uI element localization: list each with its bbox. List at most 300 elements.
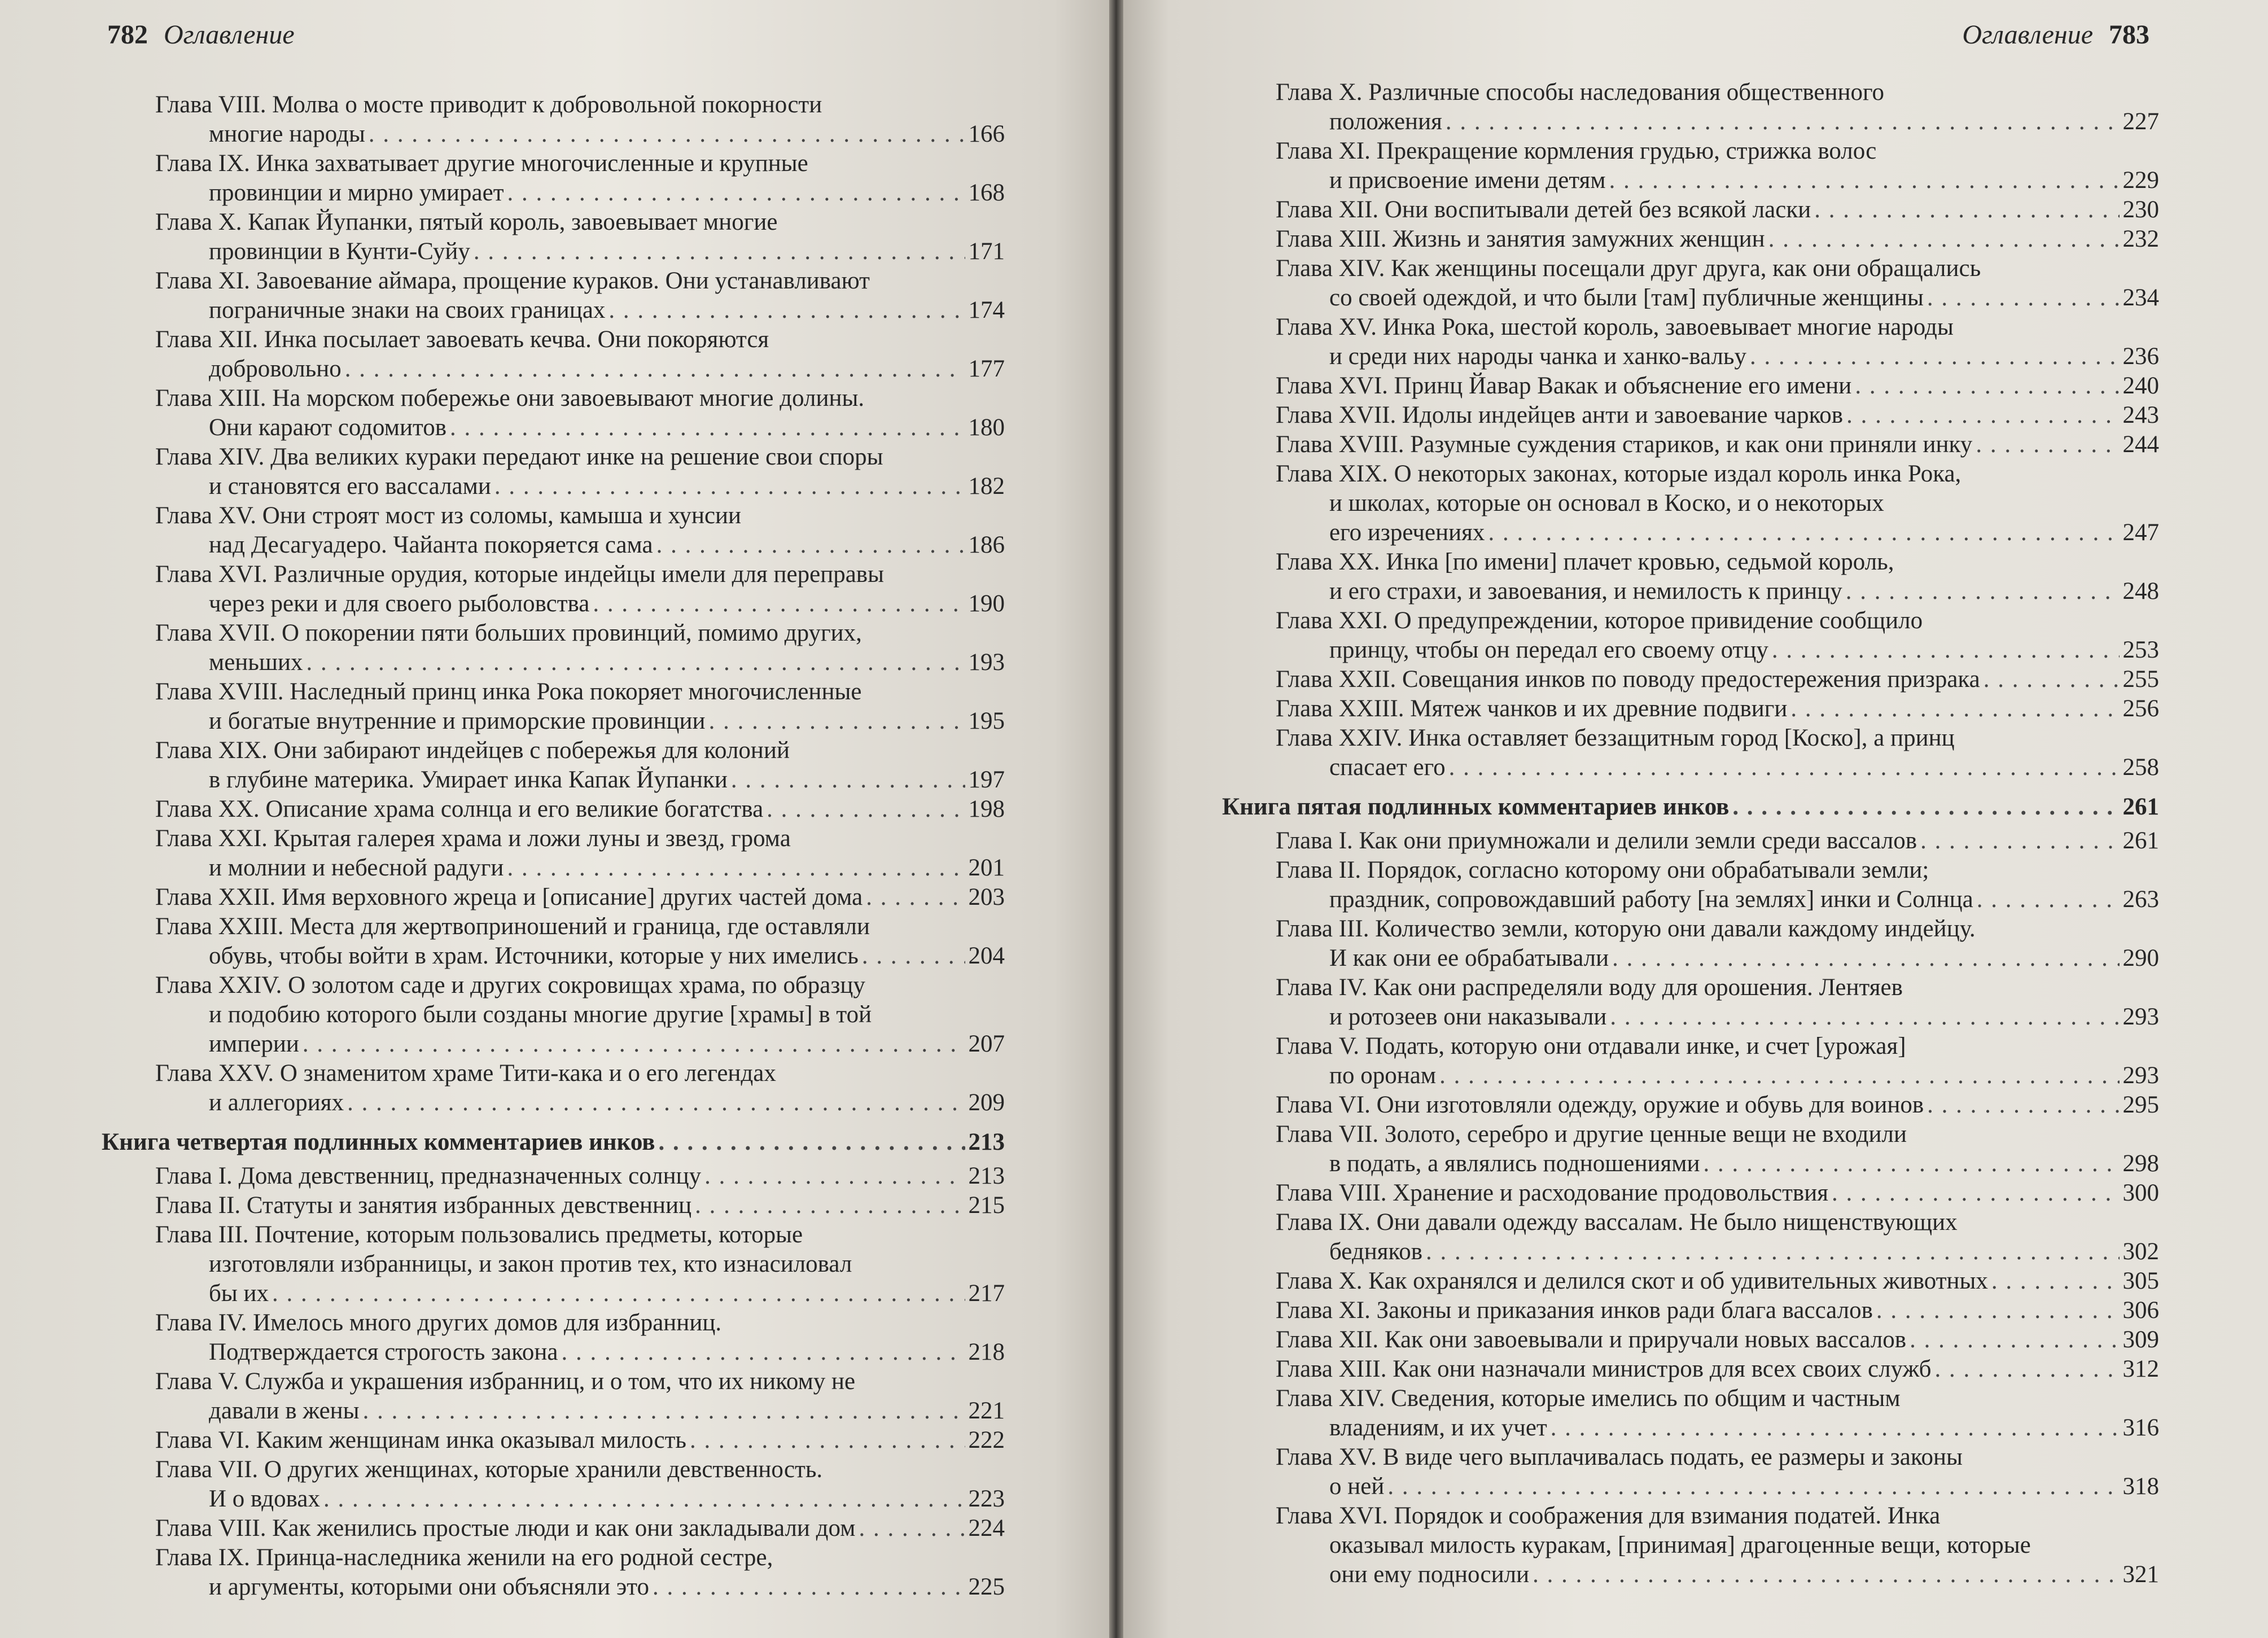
toc-entry-text: Глава III. Почтение, которым пользовались предметы, которые xyxy=(155,1221,803,1248)
toc-entry xyxy=(1199,459,2159,548)
toc-entry-text: Глава XVIII. Разумные суждения стариков, и как они приняли инку xyxy=(1276,431,1973,458)
toc-entry-continuation-line xyxy=(79,589,1005,619)
toc-entry-continuation-line xyxy=(79,354,1005,384)
toc-entry-text: Глава VIII. Хранение и расходование продовольствия xyxy=(1276,1180,1829,1206)
toc-entry xyxy=(1199,313,2159,371)
toc-entry-title-line xyxy=(79,912,1005,941)
toc-entry-text: Глава XX. Инка [по имени] плачет кровью, седьмой король, xyxy=(1276,549,1894,575)
toc-entry-title-line xyxy=(79,443,1005,472)
toc-entry-continuation-line xyxy=(1199,342,2159,371)
toc-entry-page-number: 234 xyxy=(2122,284,2159,311)
dot-leader xyxy=(862,941,965,971)
toc-entry xyxy=(79,677,1005,736)
toc-entry-text: Глава XIII. На морском побережье они завоевывают многие долины. xyxy=(155,385,865,411)
toc-entry-text: Глава VI. Они изготовляли одежду, оружие и обувь для воинов xyxy=(1276,1092,1924,1118)
toc-entry-page-number: 240 xyxy=(2122,373,2159,399)
toc-entry-page-number: 193 xyxy=(968,649,1005,676)
toc-entry-title-line xyxy=(79,1059,1005,1088)
toc-entry-text: Глава XXI. О предупреждении, которое привидение сообщило xyxy=(1276,607,1923,634)
toc-entry-text: Глава XIX. Они забирают индейцев с побережья для колоний xyxy=(155,737,790,764)
dot-leader xyxy=(1446,107,2120,137)
toc-entry-text: и становятся его вассалами xyxy=(209,473,491,500)
toc-entry-continuation-line xyxy=(79,1573,1005,1602)
toc-entry-page-number: 203 xyxy=(968,884,1005,910)
toc-entry-continuation-line xyxy=(79,853,1005,883)
toc-entry-continuation-line xyxy=(1199,753,2159,782)
table-of-contents xyxy=(1199,78,2159,1589)
dot-leader xyxy=(731,765,965,795)
toc-entry-text: Глава XVI. Порядок и соображения для взимания податей. Инка xyxy=(1276,1503,1941,1529)
toc-entry-page-number: 186 xyxy=(968,532,1005,558)
toc-entry-page-number: 248 xyxy=(2122,578,2159,605)
toc-entry-text: Глава IX. Инка захватывает другие многочисленные и крупные xyxy=(155,150,808,177)
toc-entry xyxy=(1199,1501,2159,1589)
toc-entry-continuation-line xyxy=(1199,1472,2159,1501)
toc-entry-text: Глава XIV. Два великих кураки передают инке на решение свои споры xyxy=(155,444,883,470)
toc-entry-title-line xyxy=(79,90,1005,120)
toc-entry-page-number: 229 xyxy=(2122,167,2159,194)
toc-entry-continuation-line xyxy=(79,120,1005,149)
toc-book-heading xyxy=(1199,792,2159,822)
toc-entry-page-number: 177 xyxy=(968,356,1005,382)
toc-entry-title-line xyxy=(79,208,1005,237)
toc-entry-text: Глава VIII. Как женились простые люди и как они закладывали дом xyxy=(155,1515,856,1541)
toc-entry xyxy=(1199,724,2159,782)
toc-entry-text: Глава II. Порядок, согласно которому они обрабатывали земли; xyxy=(1276,857,1929,883)
toc-entry-title-line xyxy=(1199,1384,2159,1413)
toc-entry xyxy=(1199,856,2159,914)
toc-entry-page-number: 293 xyxy=(2122,1062,2159,1089)
toc-entry-title-line xyxy=(79,1367,1005,1396)
toc-entry-text: спасает его xyxy=(1329,754,1446,781)
dot-leader xyxy=(1488,518,2119,548)
toc-entry-page-number: 295 xyxy=(2122,1092,2159,1118)
toc-entry-title-line xyxy=(79,1308,1005,1338)
dot-leader xyxy=(767,795,965,824)
dot-leader xyxy=(866,883,965,912)
toc-entry-text: Глава VIII. Молва о мосте приводит к добровольной покорности xyxy=(155,91,822,118)
toc-entry-title-line xyxy=(1199,78,2159,107)
toc-entry-page-number: 180 xyxy=(968,414,1005,441)
toc-entry-continuation-line xyxy=(1199,1413,2159,1443)
toc-entry-page-number: 209 xyxy=(968,1089,1005,1116)
toc-entry-text: через реки и для своего рыболовства xyxy=(209,590,590,617)
toc-entry xyxy=(79,1162,1005,1191)
dot-leader xyxy=(1612,944,2119,973)
toc-entry-text: провинции и мирно умирает xyxy=(209,179,504,206)
toc-entry-text: империи xyxy=(209,1031,299,1057)
toc-entry xyxy=(1199,1179,2159,1208)
toc-entry-text: Глава XVII. Идолы индейцев анти и завоевание чарков xyxy=(1276,402,1844,428)
toc-entry-page-number: 230 xyxy=(2122,196,2159,223)
toc-entry-title-line xyxy=(1199,225,2159,254)
toc-entry-title-line xyxy=(1199,1355,2159,1384)
toc-entry-text: Глава XIV. Как женщины посещали друг друга, как они обращались xyxy=(1276,255,1981,282)
dot-leader xyxy=(656,531,965,560)
toc-entry-text: Глава XV. Они строят мост из соломы, камыша и хунсии xyxy=(155,502,742,529)
toc-entry-continuation-line xyxy=(79,472,1005,501)
toc-entry xyxy=(79,795,1005,824)
toc-entry-title-line xyxy=(1199,1208,2159,1237)
toc-entry-page-number: 300 xyxy=(2122,1180,2159,1206)
toc-book-heading xyxy=(79,1128,1005,1157)
toc-entry-text: Глава V. Подать, которую они отдавали инке, и счет [урожая] xyxy=(1276,1033,1906,1059)
toc-entry-page-number: 232 xyxy=(2122,226,2159,252)
toc-entry-text: Глава XVI. Принц Йавар Вакак и объяснение его имени xyxy=(1276,373,1852,399)
toc-entry-page-number: 321 xyxy=(2122,1561,2159,1588)
toc-entry-continuation-line xyxy=(79,1338,1005,1367)
toc-entry-page-number: 255 xyxy=(2122,666,2159,693)
dot-leader xyxy=(1976,430,2119,459)
toc-entry-text: Глава IX. Принца-наследника женили на его родной сестре, xyxy=(155,1544,773,1571)
toc-entry-text: Глава XXIII. Места для жертвоприношений и граница, где оставляли xyxy=(155,913,870,940)
toc-entry-title-line xyxy=(1199,401,2159,430)
toc-entry xyxy=(79,1455,1005,1514)
toc-entry-continuation-line xyxy=(1199,1149,2159,1179)
toc-entry xyxy=(1199,430,2159,459)
toc-entry-text: Глава IV. Как они распределяли воду для орошения. Лентяев xyxy=(1276,974,1903,1001)
toc-entry-text: Глава IV. Имелось много других домов для избранниц. xyxy=(155,1309,722,1336)
toc-entry-title-line xyxy=(79,1191,1005,1220)
toc-entry xyxy=(1199,1090,2159,1120)
toc-entry-text: провинции в Кунти-Суйу xyxy=(209,238,470,265)
dot-leader xyxy=(363,1396,965,1426)
toc-entry-continuation-line xyxy=(79,648,1005,677)
dot-leader xyxy=(1832,1179,2119,1208)
toc-entry-text: и аргументы, которыми они объясняли это xyxy=(209,1574,650,1600)
toc-entry-page-number: 171 xyxy=(968,238,1005,265)
toc-entry-title-line xyxy=(79,1514,1005,1543)
dot-leader xyxy=(1790,694,2119,724)
toc-entry-text: Подтверждается строгость закона xyxy=(209,1339,558,1365)
toc-entry-title-line xyxy=(1199,459,2159,489)
toc-entry xyxy=(79,971,1005,1059)
toc-entry-page-number: 261 xyxy=(2122,827,2159,854)
dot-leader xyxy=(1449,753,2120,782)
dot-leader xyxy=(369,120,965,149)
toc-entry-text: Глава I. Дома девственниц, предназначенных солнцу xyxy=(155,1163,702,1189)
toc-entry-page-number: 316 xyxy=(2122,1414,2159,1441)
toc-entry-continuation-line xyxy=(79,1250,1005,1279)
toc-entry-text: Глава XXII. Имя верховного жреца и [описание] других частей дома xyxy=(155,884,863,910)
toc-entry-text: давали в жены xyxy=(209,1398,360,1424)
toc-entry xyxy=(1199,694,2159,724)
toc-entry xyxy=(1199,914,2159,973)
toc-entry xyxy=(79,1059,1005,1118)
toc-entry-title-line xyxy=(1199,313,2159,342)
toc-entry xyxy=(79,560,1005,619)
toc-entry xyxy=(1199,1032,2159,1090)
toc-entry-page-number: 204 xyxy=(968,943,1005,969)
dot-leader xyxy=(1814,195,2119,225)
dot-leader xyxy=(1732,792,2119,822)
toc-entry-text: Глава XII. Как они завоевывали и приручали новых вассалов xyxy=(1276,1326,1907,1353)
toc-entry-page-number: 302 xyxy=(2122,1238,2159,1265)
toc-entry-page-number: 290 xyxy=(2122,945,2159,971)
toc-entry xyxy=(1199,665,2159,694)
toc-entry-page-number: 312 xyxy=(2122,1356,2159,1382)
toc-entry xyxy=(79,1308,1005,1367)
toc-entry-text: Глава XXII. Совещания инков по поводу предостережения призрака xyxy=(1276,666,1980,693)
toc-entry-text: владениям, и их учет xyxy=(1329,1414,1547,1441)
dot-leader xyxy=(1750,342,2119,371)
toc-entry-continuation-line xyxy=(79,413,1005,443)
toc-entry xyxy=(79,149,1005,208)
toc-entry-continuation-line xyxy=(79,1000,1005,1030)
dot-leader xyxy=(690,1426,965,1455)
toc-entry xyxy=(79,266,1005,325)
toc-entry-title-line xyxy=(1199,1325,2159,1355)
toc-entry xyxy=(1199,137,2159,195)
toc-entry-continuation-line xyxy=(1199,944,2159,973)
toc-entry-text: они ему подносили xyxy=(1329,1561,1530,1588)
toc-entry xyxy=(1199,826,2159,856)
toc-entry-page-number: 195 xyxy=(968,708,1005,734)
toc-entry-text: Глава I. Как они приумножали и делили земли среди вассалов xyxy=(1276,827,1917,854)
dot-leader xyxy=(1439,1061,2119,1090)
dot-leader xyxy=(1927,283,2120,313)
toc-entry-text: принцу, чтобы он передал его своему отцу xyxy=(1329,637,1768,663)
toc-entry-title-line xyxy=(79,1426,1005,1455)
toc-entry xyxy=(1199,548,2159,606)
toc-entry xyxy=(1199,606,2159,665)
toc-entry-page-number: 225 xyxy=(968,1574,1005,1600)
toc-entry-title-line xyxy=(1199,1296,2159,1325)
toc-entry-page-number: 261 xyxy=(2122,794,2159,820)
dot-leader xyxy=(1876,1296,2120,1325)
toc-entry-page-number: 217 xyxy=(968,1280,1005,1307)
toc-entry-text: Глава VII. О других женщинах, которые хранили девственность. xyxy=(155,1456,823,1483)
toc-entry-text: в глубине материка. Умирает инка Капак Йупанки xyxy=(209,767,728,793)
toc-entry-continuation-line xyxy=(1199,166,2159,195)
toc-entry-text: о ней xyxy=(1329,1473,1385,1500)
toc-entry-page-number: 223 xyxy=(968,1486,1005,1512)
toc-entry-continuation-line xyxy=(1199,1237,2159,1267)
toc-entry-page-number: 236 xyxy=(2122,343,2159,370)
right-page xyxy=(1123,0,2268,1638)
dot-leader xyxy=(1533,1560,2119,1589)
toc-entry-title-line xyxy=(1199,665,2159,694)
dot-leader xyxy=(1977,885,2120,914)
toc-entry-text: Глава XI. Прекращение кормления грудью, стрижка волос xyxy=(1276,138,1877,164)
dot-leader xyxy=(272,1279,965,1308)
toc-entry-text: Глава IX. Они давали одежду вассалам. Не было нищенствующих xyxy=(1276,1209,1958,1236)
dot-leader xyxy=(704,1162,965,1191)
toc-entry-title-line xyxy=(1199,548,2159,577)
toc-entry-text: Глава XIII. Как они назначали министров для всех своих служб xyxy=(1276,1356,1932,1382)
toc-entry xyxy=(1199,401,2159,430)
toc-entry-page-number: 207 xyxy=(968,1031,1005,1057)
toc-entry-title-line xyxy=(1199,1267,2159,1296)
dot-leader xyxy=(1934,1355,2119,1384)
toc-entry-continuation-line xyxy=(1199,1560,2159,1589)
toc-entry-text: Глава XII. Они воспитывали детей без всякой ласки xyxy=(1276,196,1811,223)
toc-entry xyxy=(79,501,1005,560)
toc-entry-page-number: 224 xyxy=(968,1515,1005,1541)
toc-entry-title-line xyxy=(1199,1120,2159,1149)
toc-entry-page-number: 263 xyxy=(2122,886,2159,913)
toc-entry-page-number: 222 xyxy=(968,1427,1005,1453)
toc-entry-title-line xyxy=(1199,856,2159,885)
dot-leader xyxy=(709,707,965,736)
toc-entry-continuation-line xyxy=(1199,885,2159,914)
toc-entry-title-line xyxy=(1199,606,2159,636)
toc-entry-text: и школах, которые он основал в Коско, и о некоторых xyxy=(1329,490,1884,516)
toc-entry-page-number: 244 xyxy=(2122,431,2159,458)
book-gutter xyxy=(1109,0,1123,1638)
toc-entry-text: пограничные знаки на своих границах xyxy=(209,297,606,323)
toc-entry xyxy=(79,883,1005,912)
toc-entry xyxy=(79,619,1005,677)
dot-leader xyxy=(1910,1325,2119,1355)
dot-leader xyxy=(303,1030,965,1059)
toc-entry xyxy=(79,1367,1005,1426)
toc-entry-text: меньших xyxy=(209,649,303,676)
toc-entry-title-line xyxy=(79,1128,1005,1157)
toc-entry-continuation-line xyxy=(79,765,1005,795)
toc-entry-page-number: 182 xyxy=(968,473,1005,500)
toc-entry-text: Глава XV. В виде чего выплачивалась подать, ее размеры и законы xyxy=(1276,1444,1963,1470)
toc-entry-text: Книга пятая подлинных комментариев инков xyxy=(1222,794,1730,820)
toc-entry-continuation-line xyxy=(79,1030,1005,1059)
toc-entry-title-line xyxy=(79,795,1005,824)
dot-leader xyxy=(1991,1267,2120,1296)
dot-leader xyxy=(494,472,965,501)
dot-leader xyxy=(1609,166,2120,195)
dot-leader xyxy=(1703,1149,2119,1179)
toc-entry-text: и подобию которого были созданы многие другие [храмы] в той xyxy=(209,1001,872,1028)
toc-entry-title-line xyxy=(79,266,1005,296)
toc-entry xyxy=(79,1426,1005,1455)
toc-entry-title-line xyxy=(79,736,1005,765)
dot-leader xyxy=(1551,1413,2120,1443)
dot-leader xyxy=(695,1191,965,1220)
toc-entry-title-line xyxy=(1199,1501,2159,1531)
toc-entry-text: Глава X. Капак Йупанки, пятый король, завоевывает многие xyxy=(155,209,778,235)
toc-entry xyxy=(79,384,1005,443)
toc-entry-continuation-line xyxy=(1199,518,2159,548)
toc-entry-page-number: 215 xyxy=(968,1192,1005,1219)
toc-entry-title-line xyxy=(79,1162,1005,1191)
toc-entry-text: Глава VI. Каким женщинам инка оказывал милость xyxy=(155,1427,687,1453)
toc-entry-page-number: 256 xyxy=(2122,695,2159,722)
toc-entry-continuation-line xyxy=(1199,1061,2159,1090)
toc-entry-page-number: 247 xyxy=(2122,519,2159,546)
dot-leader xyxy=(1768,225,2120,254)
toc-entry-page-number: 243 xyxy=(2122,402,2159,428)
toc-entry-text: многие народы xyxy=(209,121,365,147)
dot-leader xyxy=(859,1514,965,1543)
toc-entry-text: и аллегориях xyxy=(209,1089,344,1116)
dot-leader xyxy=(1920,826,2119,856)
toc-entry-text: Глава XXIII. Мятеж чанков и их древние подвиги xyxy=(1276,695,1788,722)
toc-entry-title-line xyxy=(1199,1090,2159,1120)
toc-entry-text: и молнии и небесной радуги xyxy=(209,855,504,881)
toc-entry xyxy=(79,1220,1005,1308)
toc-entry-text: Глава XVI. Различные орудия, которые индейцы имели для переправы xyxy=(155,561,884,588)
dot-leader xyxy=(1772,636,2120,665)
toc-entry-page-number: 201 xyxy=(968,855,1005,881)
toc-entry-title-line xyxy=(79,384,1005,413)
toc-entry-page-number: 213 xyxy=(968,1163,1005,1189)
toc-entry-text: и среди них народы чанка и ханко-вальу xyxy=(1329,343,1747,370)
toc-entry-text: Они карают содомитов xyxy=(209,414,446,441)
toc-entry-page-number: 298 xyxy=(2122,1150,2159,1177)
toc-entry-title-line xyxy=(1199,914,2159,944)
dot-leader xyxy=(561,1338,965,1367)
toc-entry-page-number: 190 xyxy=(968,590,1005,617)
toc-entry xyxy=(1199,1120,2159,1179)
toc-entry-title-line xyxy=(1199,371,2159,401)
toc-entry xyxy=(1199,1355,2159,1384)
toc-entry-page-number: 306 xyxy=(2122,1297,2159,1324)
toc-entry-continuation-line xyxy=(1199,283,2159,313)
toc-entry xyxy=(1199,78,2159,137)
toc-entry-page-number: 305 xyxy=(2122,1268,2159,1294)
page-number: 783 xyxy=(2109,20,2149,50)
left-page xyxy=(0,0,1109,1638)
toc-entry-text: Книга четвертая подлинных комментариев инков xyxy=(102,1129,655,1155)
toc-entry-title-line xyxy=(79,971,1005,1000)
toc-entry-page-number: 309 xyxy=(2122,1326,2159,1353)
toc-entry-text: Глава XIX. О некоторых законах, которые издал король инка Рока, xyxy=(1276,461,1961,487)
toc-entry-title-line xyxy=(1199,254,2159,283)
toc-entry-continuation-line xyxy=(79,1088,1005,1118)
toc-entry-text: и присвоение имени детям xyxy=(1329,167,1606,194)
toc-entry-text: Глава XI. Завоевание аймара, прощение кураков. Они устанавливают xyxy=(155,268,870,294)
toc-entry-text: Глава III. Количество земли, которую они давали каждому индейцу. xyxy=(1276,916,1976,942)
toc-entry-text: и его страхи, и завоевания, и немилость к принцу xyxy=(1329,578,1842,605)
toc-entry xyxy=(1199,195,2159,225)
dot-leader xyxy=(593,589,965,619)
toc-entry-text: его изречениях xyxy=(1329,519,1485,546)
toc-entry-title-line xyxy=(1199,694,2159,724)
toc-entry xyxy=(1199,225,2159,254)
toc-entry-title-line xyxy=(79,1220,1005,1250)
toc-entry-title-line xyxy=(79,501,1005,531)
toc-entry-title-line xyxy=(1199,1032,2159,1061)
toc-entry-continuation-line xyxy=(79,1396,1005,1426)
toc-entry xyxy=(1199,1384,2159,1443)
toc-entry-title-line xyxy=(79,149,1005,178)
toc-entry-page-number: 166 xyxy=(968,121,1005,147)
toc-entry-continuation-line xyxy=(1199,1531,2159,1560)
toc-entry-title-line xyxy=(1199,792,2159,822)
toc-entry-text: Глава V. Служба и украшения избранниц, и о том, что их никому не xyxy=(155,1368,856,1395)
toc-entry-text: праздник, сопровождавший работу [на землях] инки и Солнца xyxy=(1329,886,1973,913)
left-page-header xyxy=(107,19,295,50)
toc-entry xyxy=(1199,1208,2159,1267)
toc-entry xyxy=(79,736,1005,795)
toc-entry-text: Глава XX. Описание храма солнца и его великие богатства xyxy=(155,796,764,822)
toc-entry-page-number: 168 xyxy=(968,179,1005,206)
right-page-header xyxy=(1962,19,2149,50)
toc-entry xyxy=(79,443,1005,501)
toc-entry-page-number: 318 xyxy=(2122,1473,2159,1500)
toc-entry xyxy=(1199,1325,2159,1355)
toc-entry xyxy=(1199,1296,2159,1325)
toc-entry-page-number: 253 xyxy=(2122,637,2159,663)
toc-entry-title-line xyxy=(1199,195,2159,225)
toc-entry-title-line xyxy=(1199,724,2159,753)
dot-leader xyxy=(1984,665,2120,694)
dot-leader xyxy=(1855,371,2119,401)
toc-entry xyxy=(79,1543,1005,1602)
toc-entry xyxy=(1199,973,2159,1032)
toc-entry-text: Глава XXIV. О золотом саде и других сокровищах храма, по образцу xyxy=(155,972,865,998)
toc-entry-continuation-line xyxy=(79,1484,1005,1514)
toc-entry-text: по оронам xyxy=(1329,1062,1437,1089)
